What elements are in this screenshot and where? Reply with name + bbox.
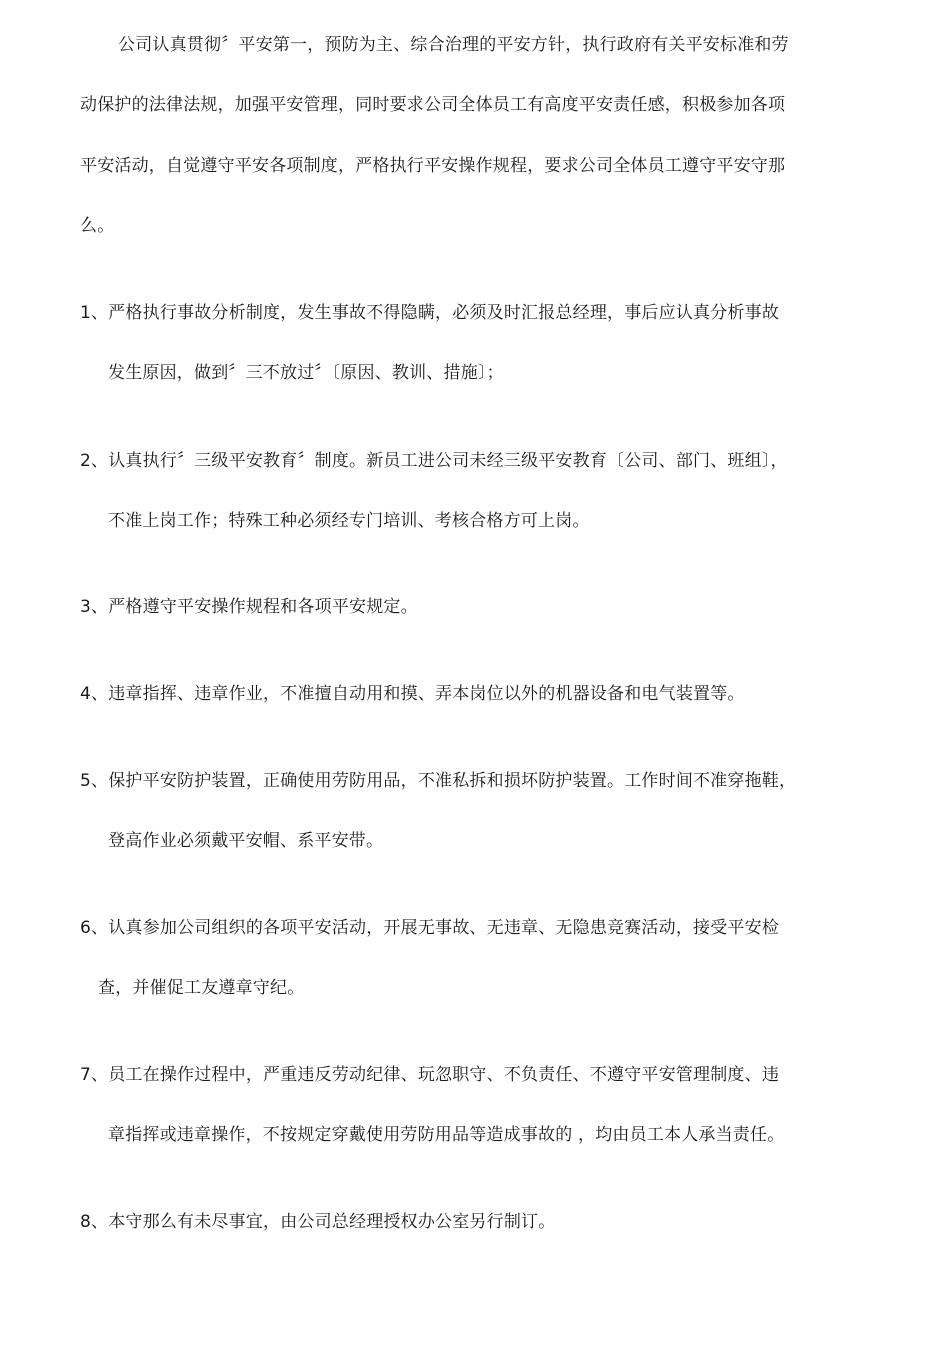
rule-5-line: 5、保护平安防护装置，正确使用劳防用品，不准私拆和损坏防护装置。工作时间不准穿拖鞋， [80, 771, 797, 791]
intro-line: 么。 [80, 216, 115, 236]
rule-1-line: 1、严格执行事故分析制度，发生事故不得隐瞒，必须及时汇报总经理，事后应认真分析事故 [80, 303, 780, 323]
rule-3-line: 3、严格遵守平安操作规程和各项平安规定。 [80, 597, 418, 617]
rule-6-line: 6、认真参加公司组织的各项平安活动，开展无事故、无违章、无隐患竞赛活动，接受平安检 [80, 918, 780, 938]
rule-8-line: 8、本守那么有未尽事宜，由公司总经理授权办公室另行制订。 [80, 1212, 556, 1232]
rule-5-line: 登高作业必须戴平安帽、系平安带。 [108, 831, 384, 851]
rule-2-line: 不准上岗工作；特殊工种必须经专门培训、考核合格方可上岗。 [108, 511, 590, 531]
rule-7-line: 章指挥或违章操作，不按规定穿戴使用劳防用品等造成事故的 ，均由员工本人承当责任。 [108, 1125, 785, 1145]
rule-7-line: 7、员工在操作过程中，严重违反劳动纪律、玩忽职守、不负责任、不遵守平安管理制度、违 [80, 1065, 780, 1085]
rule-2-line: 2、认真执行〞三级平安教育〞制度。新员工进公司未经三级平安教育〔公司、部门、班组〕， [80, 451, 788, 471]
rule-4-line: 4、违章指挥、违章作业，不准擅自动用和摸、弄本岗位以外的机器设备和电气装置等。 [80, 684, 745, 704]
intro-line: 公司认真贯彻〞平安第一，预防为主、综合治理的平安方针，执行政府有关平安标准和劳 [118, 35, 789, 55]
rule-6-line: 查，并催促工友遵章守纪。 [98, 978, 305, 998]
rule-1-line: 发生原因，做到〞三不放过〞〔原因、教训、措施〕； [108, 363, 504, 383]
intro-line: 动保护的法律法规，加强平安管理，同时要求公司全体员工有高度平安责任感，积极参加各项 [80, 95, 786, 115]
intro-line: 平安活动，自觉遵守平安各项制度，严格执行平安操作规程，要求公司全体员工遵守平安守那 [80, 156, 786, 176]
